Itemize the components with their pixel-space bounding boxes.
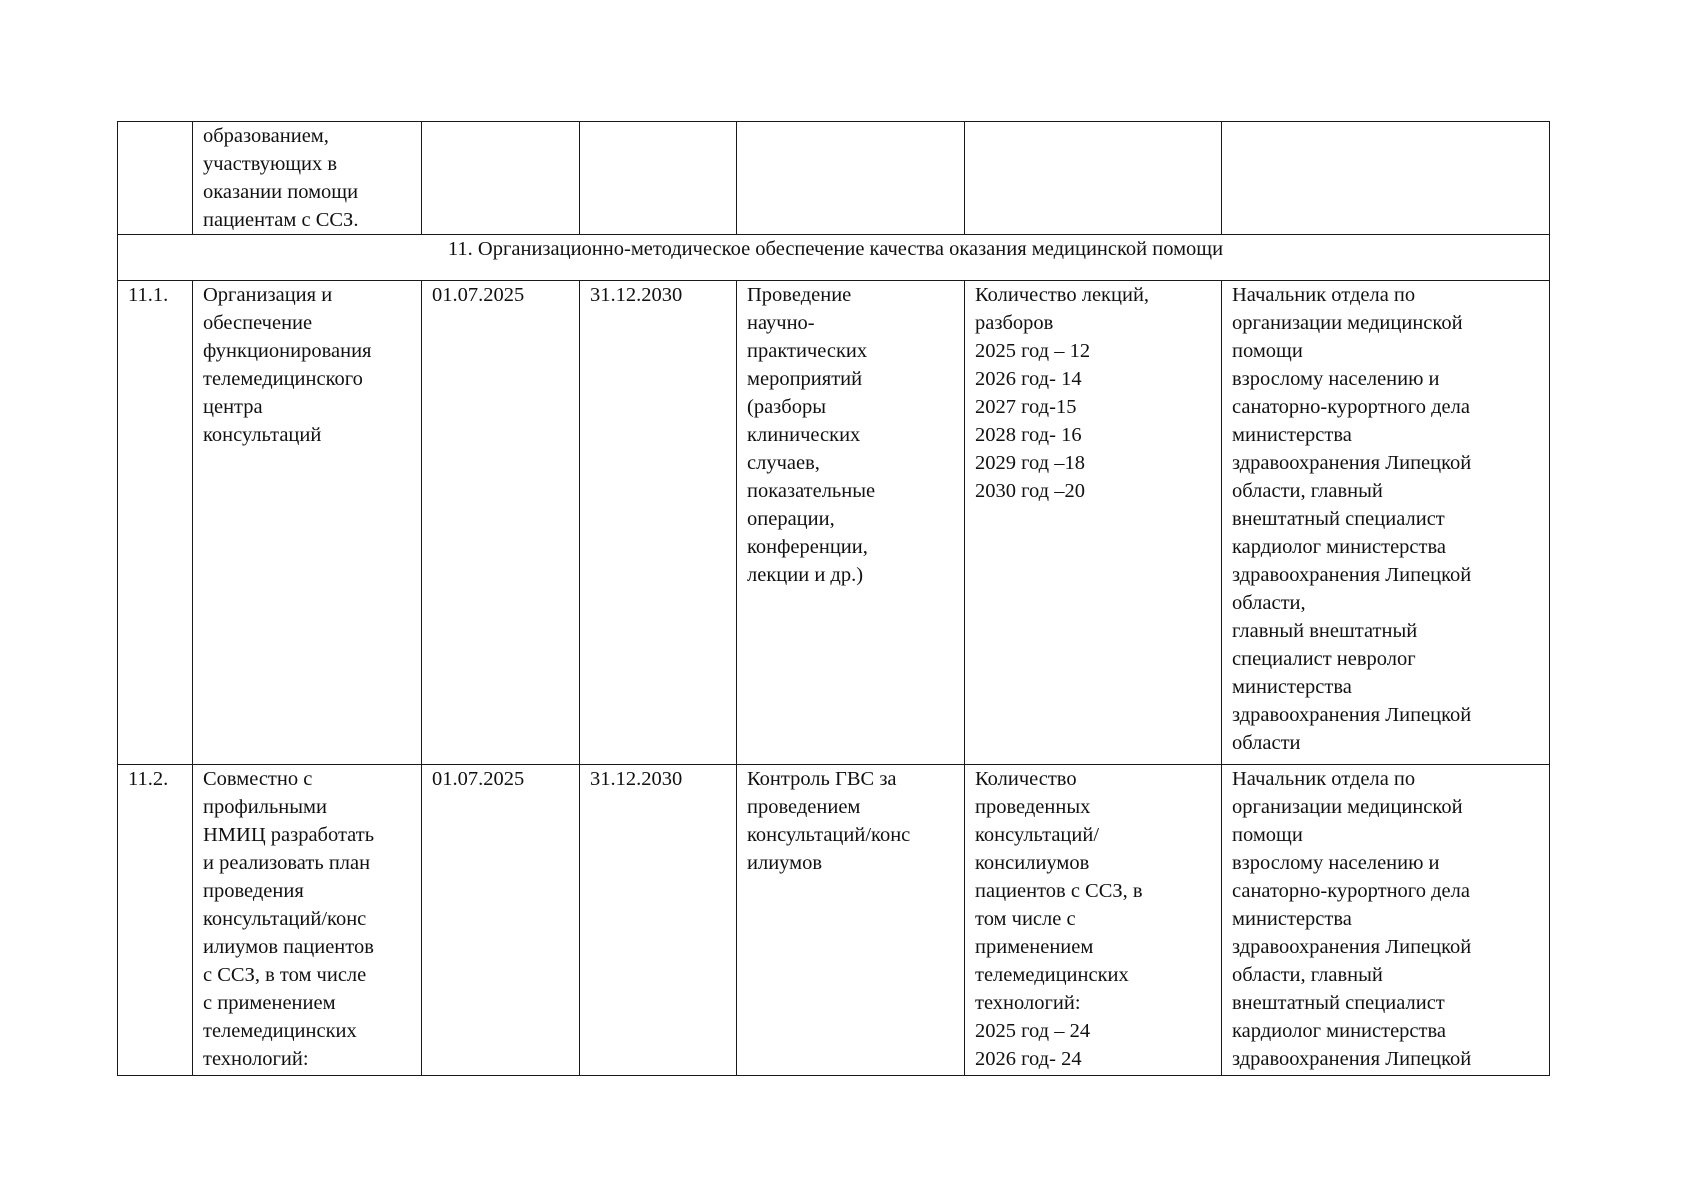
plan-table (117, 121, 1550, 1076)
section-title: 11. Организационно-методическое обеспечение качества оказания медицинской помощи (118, 235, 1550, 281)
cell-end-date (580, 122, 737, 235)
cell-indicator (965, 765, 1222, 1076)
cell-result: Проведение научно- практических мероприятий (разборы клинических случаев, показательные операции, конференции, лекции и др.) (737, 281, 965, 765)
cell-result: Контроль ГВС за проведением консультаций/конс илиумов (737, 765, 965, 1076)
cell-responsible: Начальник отдела по организации медицинской помощи взрослому населению и санаторно-курортного дела министерства здравоохранения Липецкой области, главный внештатный специалист кардиолог министерства здравоохранения Липецкой области, главный внештатный специалист невролог министерства здравоохранения Липецкой области (1222, 281, 1550, 765)
cell-start-date: 01.07.2025 (422, 765, 580, 1076)
cell-indicator-text: Количество проведенных консультаций/ консилиумов пациентов с ССЗ, в том числе с применением телемедицинских технологий: 2025 год – 24 2026 год- 24 (975, 768, 1143, 1070)
cell-activity: образованием, участвующих в оказании помощи пациентам с ССЗ. (193, 122, 422, 235)
cell-responsible-text: Начальник отдела по организации медицинской помощи взрослому населению и санаторно-курортного дела министерства здравоохранения Липецкой области, главный внештатный специалист кардиолог министерства здравоохранения Липецкой (1232, 768, 1472, 1070)
cell-activity: Организация и обеспечение функционирования телемедицинского центра консультаций (193, 281, 422, 765)
cell-start-date: 01.07.2025 (422, 281, 580, 765)
cell-indicator (965, 122, 1222, 235)
cell-start-date (422, 122, 580, 235)
table-row-continuation (118, 122, 1550, 235)
cell-activity-text: Совместно с профильными НМИЦ разработать и реализовать план проведения консультаций/конс илиумов пациентов с ССЗ, в том числе с применением телемедицинских технологий: (203, 768, 375, 1070)
section-header-row (118, 235, 1550, 281)
cell-result (737, 122, 965, 235)
cell-responsible (1222, 122, 1550, 235)
cell-end-date: 31.12.2030 (580, 281, 737, 765)
cell-responsible (1222, 765, 1550, 1076)
table-row (118, 765, 1550, 1076)
cell-end-date: 31.12.2030 (580, 765, 737, 1076)
cell-num (118, 122, 193, 235)
cell-num: 11.2. (118, 765, 193, 1076)
cell-num: 11.1. (118, 281, 193, 765)
table-row (118, 281, 1550, 765)
cell-activity (193, 765, 422, 1076)
cell-indicator: Количество лекций, разборов 2025 год – 12 2026 год- 14 2027 год-15 2028 год- 16 2029 год –18 2030 год –20 (965, 281, 1222, 765)
